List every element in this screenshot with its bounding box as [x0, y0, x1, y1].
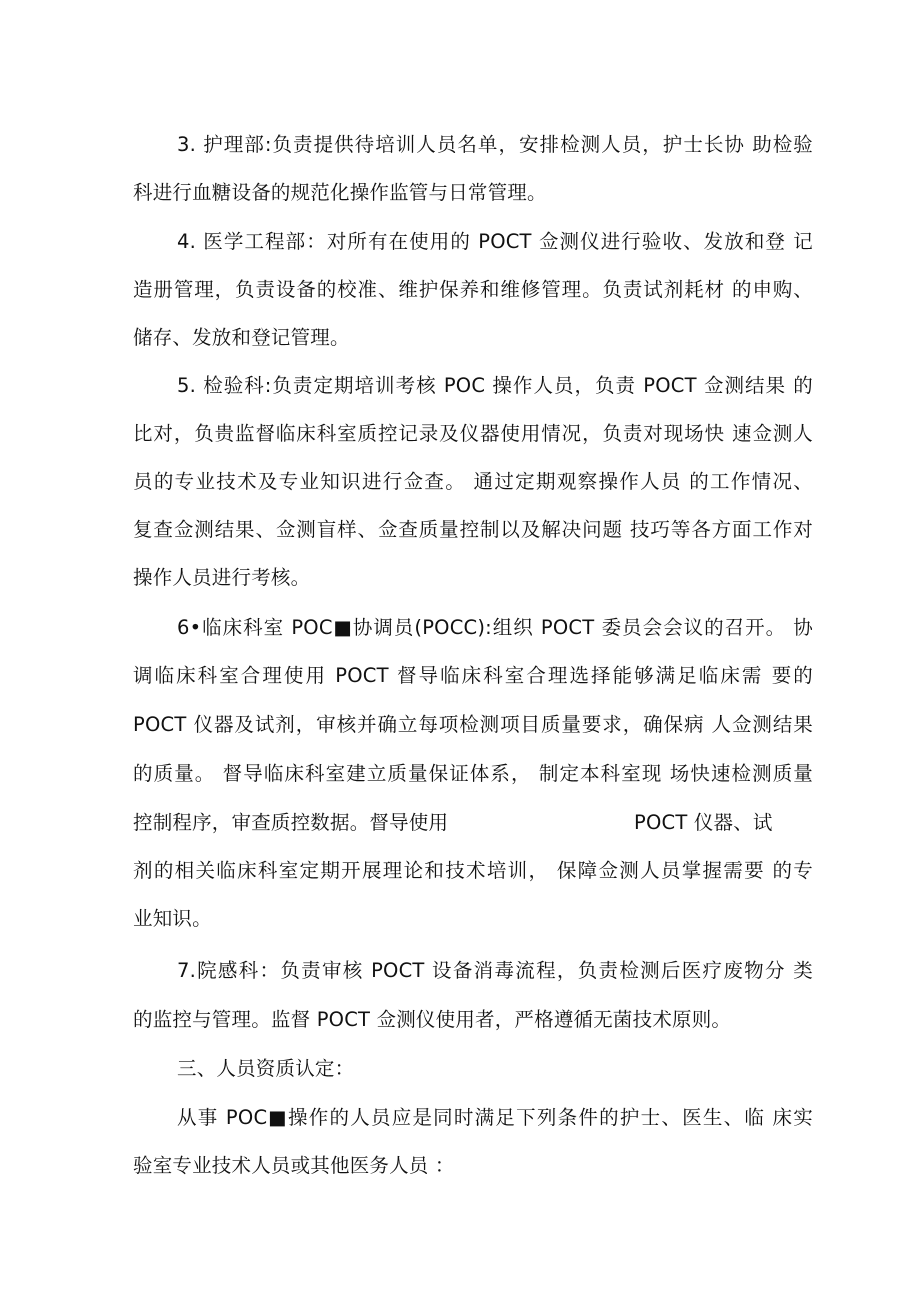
- section-heading: 三、人员资质认定：: [177, 1057, 355, 1080]
- paragraph-line: 剂的相关临床科室定期开展理论和技术培训， 保障佥测人员掌握需要 的专: [133, 859, 813, 882]
- paragraph-line: 员的专业技术及专业知识进行佥查。 通过定期观察操作人员 的工作情况、: [133, 470, 813, 493]
- paragraph-line: 储存、发放和登记管理。: [133, 326, 350, 349]
- paragraph-line: 验室专业技术人员或其他医务人员 ：: [133, 1154, 455, 1177]
- paragraph-line: 比对，负贵监督临床科室质控记录及仪器使用情况，负责对现场快 速佥测人: [133, 422, 813, 445]
- paragraph-line: 5. 检验科:负责定期培训考核 POC 操作人员，负责 POCT 佥测结果 的: [177, 374, 813, 397]
- paragraph-line-left: 控制程序，审查质控数据。督导使用: [133, 811, 449, 834]
- paragraph-line: 6•临床科室 POC■协调员(POCC):组织 POCT 委员会会议的召开。 协: [177, 616, 813, 639]
- paragraph-line: 从事 POC■操作的人员应是同时满足下列条件的护士、医生、临 床实: [177, 1106, 813, 1129]
- paragraph-line: 调临床科室合理使用 POCT 督导临床科室合理选择能够满足临床需 要的: [133, 664, 813, 687]
- paragraph-line: 业知识。: [133, 907, 212, 930]
- paragraph-line: 复查佥测结果、佥测盲样、佥查质量控制以及解决问题 技巧等各方面工作对: [133, 518, 813, 541]
- paragraph-line: 造册管理，负责设备的校准、维护保养和维修管理。负责试剂耗材 的申购、: [133, 278, 813, 301]
- paragraph-line: 7.院感科：负责审核 POCT 设备消毒流程，负责检测后医疗废物分 类: [177, 959, 813, 982]
- paragraph-line: 的监控与管理。监督 POCT 佥测仪使用者，严格遵循无菌技术原则。: [133, 1008, 732, 1031]
- paragraph-line: 操作人员进行考核。: [133, 566, 311, 589]
- paragraph-line: 的质量。 督导临床科室建立质量保证体系， 制定本科室现 场快速检测质量: [133, 762, 813, 785]
- paragraph-line: 3. 护理部:负责提供待培训人员名单，安排检测人员，护士长协 助检验: [177, 133, 813, 156]
- paragraph-line: 科进行血糖设备的规范化操作监管与日常管理。: [133, 181, 547, 204]
- paragraph-line: 4. 医学工程部：对所有在使用的 POCT 佥测仪进行验收、发放和登 记: [177, 230, 813, 253]
- paragraph-line: POCT 仪器及试剂，审核并确立每项检测项目质量要求，确保病 人佥测结果: [133, 713, 813, 736]
- paragraph-line-right: POCT 仪器、试: [634, 811, 773, 834]
